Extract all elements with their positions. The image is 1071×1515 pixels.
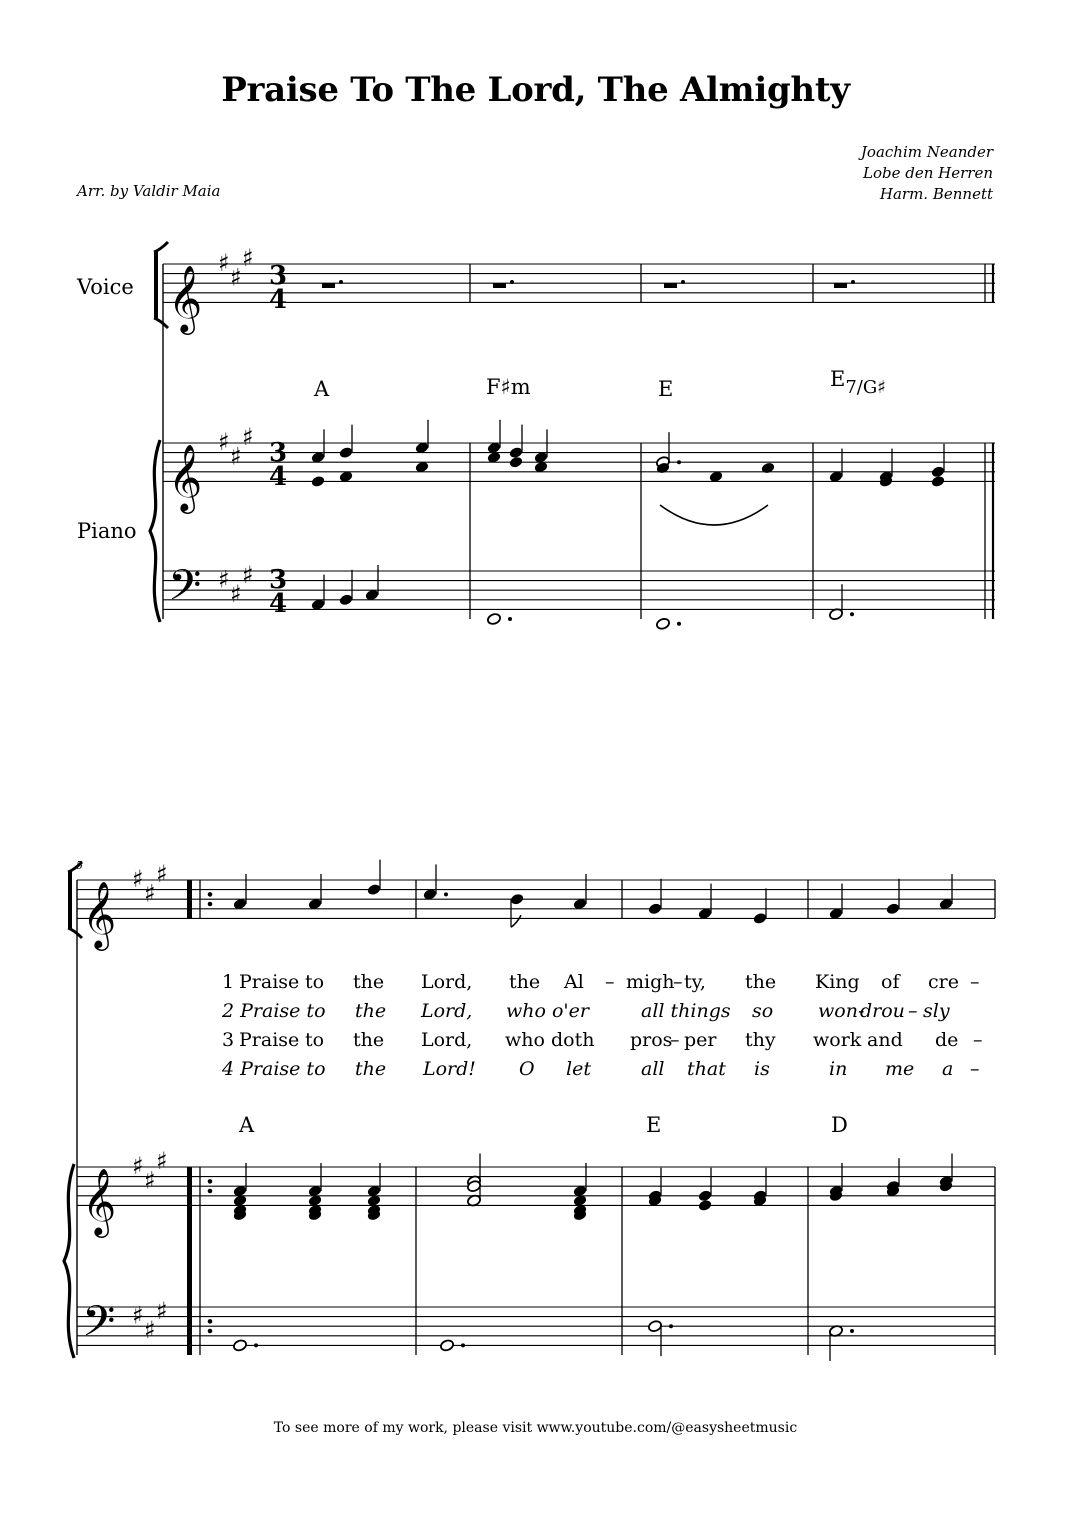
notehead — [760, 461, 775, 474]
chord-symbol: F♯m — [486, 375, 531, 399]
source-credit: Lobe den Herren — [863, 164, 993, 182]
sharp-icon: ♯ — [230, 442, 242, 471]
lyric-syllable: and — [867, 1029, 903, 1051]
lyric-syllable: the — [745, 971, 777, 993]
half-notehead — [647, 1320, 662, 1333]
piano-instrument-label: Piano — [77, 519, 137, 543]
chord-symbol: E — [658, 377, 674, 401]
sharp-icon: ♯ — [230, 263, 242, 292]
lyrics-verse-3 — [222, 1029, 983, 1051]
lyric-syllable: work — [813, 1029, 862, 1051]
lyric-syllable: King — [815, 971, 860, 993]
chord-symbol: A — [314, 377, 330, 401]
lyric-syllable: – — [670, 1029, 680, 1051]
note-flag — [511, 915, 521, 927]
voice-bracket — [154, 252, 158, 318]
slur — [660, 505, 768, 525]
sharp-icon: ♯ — [132, 1152, 144, 1180]
lyric-syllable: per — [684, 1029, 717, 1051]
dot — [677, 622, 681, 626]
lyric-syllable: Al — [564, 971, 584, 993]
sharp-icon: ♯ — [132, 865, 144, 893]
lyric-syllable: to — [305, 971, 325, 993]
lyric-syllable: de — [935, 1029, 959, 1051]
chord-symbol: E — [646, 1113, 662, 1137]
lyric-syllable: cre — [928, 971, 959, 993]
rest-dot — [681, 280, 685, 284]
repeat-dot — [208, 1329, 213, 1334]
bass-clef-icon: 𝄢 — [168, 561, 202, 621]
lyric-syllable: Lord! — [423, 1058, 476, 1080]
lyric-syllable: – — [605, 971, 615, 993]
lyric-syllable: me — [885, 1058, 915, 1080]
lyric-syllable: ty, — [684, 971, 706, 993]
time-signatures — [269, 261, 287, 619]
sharp-icon: ♯ — [144, 879, 156, 908]
lyric-syllable: of — [881, 971, 900, 993]
chord-symbol: A — [239, 1113, 255, 1137]
repeat-dot — [208, 1319, 213, 1324]
rest-dot — [339, 280, 343, 284]
repeat-dot — [208, 1189, 213, 1194]
bracket-hook — [68, 862, 82, 872]
repeat-dot — [208, 1179, 213, 1184]
key-signatures — [132, 244, 254, 1344]
sharp-icon: ♯ — [156, 860, 168, 889]
chord-notehead — [508, 456, 523, 469]
clefs — [82, 264, 202, 1357]
bar-number: 5 — [76, 859, 83, 872]
sharp-icon: ♯ — [218, 249, 230, 277]
rest-dot — [851, 280, 855, 284]
arranger-credit: Arr. by Valdir Maia — [77, 182, 221, 200]
lyric-syllable: 1 — [222, 971, 235, 993]
lyric-syllable: 4 Praise to — [222, 1058, 326, 1080]
lyric-syllable: pros — [630, 1029, 673, 1051]
lyric-syllable: Praise — [239, 971, 300, 993]
treble-clef-icon: 𝄞 — [82, 1167, 117, 1235]
bracket-hook — [154, 242, 168, 252]
lyric-syllable: thy — [745, 1029, 776, 1051]
lyric-syllable: that — [687, 1058, 726, 1080]
time-signature-numerator: 3 — [268, 438, 288, 468]
time-signature-denominator: 4 — [268, 462, 288, 492]
lyric-syllable: migh — [626, 971, 675, 993]
lyric-syllable: Lord, — [421, 1029, 473, 1051]
lyric-syllable: is — [754, 1058, 770, 1080]
repeat-barline-thick — [187, 880, 192, 918]
dot — [444, 892, 448, 896]
notehead — [338, 593, 353, 606]
dot — [669, 1324, 673, 1328]
lyric-syllable: Lord, — [421, 1000, 473, 1022]
lyric-syllable: 2 Praise to — [222, 1000, 326, 1022]
sharp-icon: ♯ — [144, 1316, 156, 1344]
lyric-syllable: – — [970, 971, 980, 993]
rest-dot — [510, 280, 514, 284]
lyric-syllable: O — [519, 1058, 535, 1080]
notehead — [752, 912, 767, 925]
dot — [677, 460, 681, 464]
lyric-syllable: – — [973, 1029, 983, 1051]
chord-notehead — [930, 465, 945, 478]
dot — [850, 1329, 854, 1333]
treble-clef-icon: 𝄞 — [168, 264, 203, 332]
lyric-syllable: drou — [860, 1000, 905, 1022]
half-rest — [664, 283, 677, 288]
lyric-syllable: the — [355, 1058, 387, 1080]
sharp-icon: ♯ — [132, 1301, 144, 1330]
lyric-syllable: Praise — [239, 1029, 300, 1051]
voice-instrument-label: Voice — [77, 275, 134, 299]
notehead — [366, 883, 381, 896]
sharp-icon: ♯ — [230, 580, 242, 608]
lyric-syllable: – — [908, 1000, 918, 1022]
voice-bracket — [68, 872, 72, 928]
sharp-icon: ♯ — [218, 565, 230, 594]
half-rest — [493, 283, 506, 288]
lyric-syllable: in — [829, 1058, 848, 1080]
half-notehead — [655, 617, 670, 630]
chord-notehead — [697, 1189, 712, 1202]
staff-lines — [77, 264, 995, 1345]
barlines — [77, 264, 995, 1355]
chord-notehead — [338, 446, 353, 459]
footer-note: To see more of my work, please visit www.youtube.com/@easysheetmusic — [273, 1420, 798, 1436]
half-notehead — [439, 1339, 454, 1352]
lyric-syllable: the — [355, 1000, 387, 1022]
lyric-syllable: the — [353, 1029, 385, 1051]
chord-symbols-system-2 — [238, 1113, 848, 1137]
lyric-syllable: the — [353, 971, 385, 993]
repeat-dot — [208, 902, 213, 907]
bass-clef-icon: 𝄢 — [82, 1297, 116, 1357]
lyric-syllable: sly — [923, 1000, 950, 1022]
lyric-syllable: who — [505, 1029, 545, 1051]
lyric-syllable: 3 — [222, 1029, 235, 1051]
piano-brace — [64, 1164, 74, 1358]
sharp-icon: ♯ — [156, 1296, 168, 1325]
dot — [461, 1343, 465, 1347]
notehead — [885, 902, 900, 915]
chord-symbols-system-1 — [313, 367, 886, 401]
dot — [508, 617, 512, 621]
time-signature-numerator: 3 — [268, 565, 288, 595]
lyrics-verse-1 — [222, 971, 980, 993]
time-signature-numerator: 3 — [268, 261, 288, 291]
lyrics-verse-4 — [221, 1058, 980, 1080]
lyric-syllable: – — [673, 971, 683, 993]
half-rest — [834, 283, 847, 288]
notehead — [647, 902, 662, 915]
half-rest — [322, 283, 335, 288]
lyric-syllable: Lord, — [421, 971, 473, 993]
chord-symbol: D — [831, 1113, 848, 1137]
notes — [232, 280, 953, 1361]
sharp-icon: ♯ — [218, 428, 230, 456]
lyric-syllable: so — [752, 1000, 774, 1022]
sharp-icon: ♯ — [156, 1147, 168, 1176]
repeat-dot — [208, 892, 213, 897]
half-notehead — [486, 612, 501, 625]
chord-notehead — [930, 475, 945, 488]
bracket-hook — [154, 318, 168, 328]
chord-notehead — [697, 1199, 712, 1212]
lyric-syllable: the — [509, 971, 541, 993]
harmonizer-credit: Harm. Bennett — [879, 185, 993, 203]
dot — [850, 612, 854, 616]
lyric-syllable: a — [942, 1058, 954, 1080]
lyric-syllable: won- — [818, 1000, 865, 1022]
chord-notehead — [508, 446, 523, 459]
page-title: Praise To The Lord, The Almighty — [221, 70, 850, 110]
sharp-icon: ♯ — [242, 423, 254, 452]
sharp-icon: ♯ — [242, 244, 254, 273]
lyric-syllable: to — [305, 1029, 325, 1051]
time-signature-denominator: 4 — [268, 285, 288, 315]
half-notehead — [232, 1339, 247, 1352]
dot — [254, 1343, 258, 1347]
lyric-syllable: who o'er — [506, 1000, 589, 1022]
treble-clef-icon: 𝄞 — [168, 443, 203, 511]
sharp-icon: ♯ — [242, 560, 254, 589]
treble-clef-icon: 𝄞 — [82, 880, 117, 948]
lyric-syllable: – — [970, 1058, 980, 1080]
bracket-hook — [68, 928, 82, 938]
chord-notehead — [310, 475, 325, 488]
repeat-barline-thick — [187, 1167, 192, 1355]
lyric-syllable: doth — [551, 1029, 595, 1051]
time-signature-denominator: 4 — [268, 589, 288, 619]
notehead — [509, 893, 524, 906]
chord-symbol: E7/G♯ — [830, 367, 886, 398]
composer-credit: Joachim Neander — [860, 143, 993, 161]
lyric-syllable: all — [641, 1058, 665, 1080]
lyric-syllable: all things — [641, 1000, 731, 1022]
piano-brace — [150, 440, 160, 622]
lyrics-verse-2 — [221, 1000, 950, 1022]
sharp-icon: ♯ — [144, 1166, 156, 1195]
lyric-syllable: let — [566, 1058, 591, 1080]
